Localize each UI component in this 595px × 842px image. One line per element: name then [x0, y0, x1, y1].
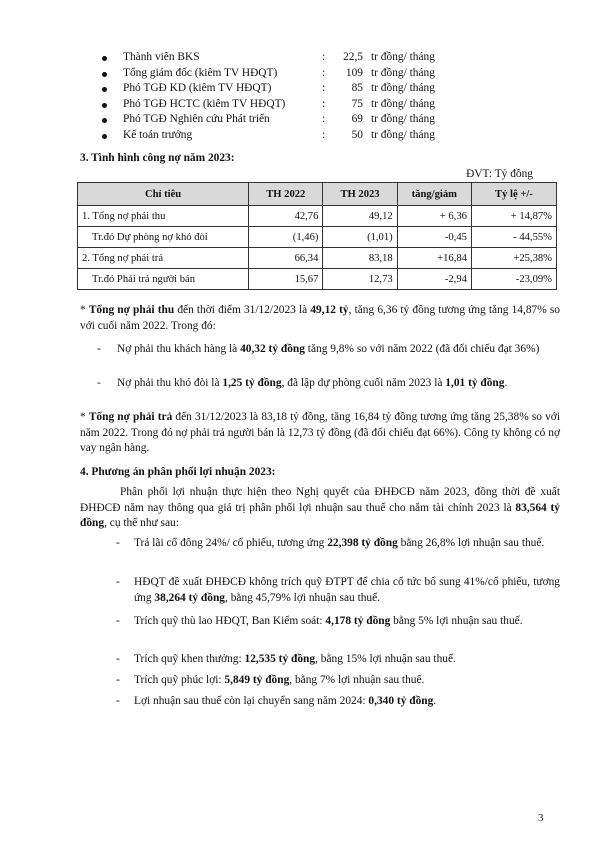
column-header: TH 2023: [323, 183, 397, 206]
debt-table: [77, 182, 557, 290]
table-row: [78, 269, 557, 290]
table-cell: + 14,87%: [471, 206, 556, 227]
list-item: - Trả lãi cổ đông 24%/ cổ phiếu, tương ứng 22,398 tỷ đồng bằng 26,8% lợi nhuận sau thuế.: [116, 537, 545, 549]
table-cell: (1,01): [323, 227, 397, 248]
table-row: [78, 227, 557, 248]
table-cell: -2,94: [397, 269, 471, 290]
list-item: Kế toán trưởng : 50 tr đồng/ tháng: [102, 128, 502, 144]
list-item: - Nợ phải thu khách hàng là 40,32 tỷ đồng tăng 9,8% so với năm 2022 (đã đối chiếu đạt 36%): [97, 343, 540, 355]
table-cell: 12,73: [323, 269, 397, 290]
list-item: - Lợi nhuận sau thuế còn lại chuyển sang năm 2024: 0,340 tỷ đồng.: [116, 695, 437, 707]
receivable-paragraph: * Tổng nợ phải thu đến thời điểm 31/12/2023 là 49,12 tỷ, tăng 6,36 tỷ đồng tương ứng tăng 14,87% so với cuối năm 2022. Trong đó:: [80, 304, 560, 332]
table-cell: +25,38%: [471, 248, 556, 269]
table-cell: - 44,55%: [471, 227, 556, 248]
unit-note: ĐVT: Tỷ đồng: [466, 168, 533, 180]
column-header: Chỉ tiêu: [78, 183, 249, 206]
bullet-icon: [102, 72, 107, 77]
bullet-icon: [102, 134, 107, 139]
column-header: Tỷ lệ +/-: [471, 183, 556, 206]
payable-paragraph: * Tổng nợ phải trả đến 31/12/2023 là 83,18 tỷ đồng, tăng 16,84 tỷ đồng tương ứng tăng 25,38% so với năm 2022. Trong đó nợ phải trả người bán là 12,73 tỷ đồng (đã đối chiếu đạt 66%). Công ty không có nợ vay ngân hàng.: [80, 411, 560, 455]
list-item: - Trích quỹ khen thưởng: 12,535 tỷ đồng, bằng 15% lợi nhuận sau thuế.: [116, 653, 456, 665]
table-row: [78, 206, 557, 227]
list-item: Tổng giám đốc (kiêm TV HĐQT) : 109 tr đồng/ tháng: [102, 66, 502, 82]
bullet-icon: [102, 118, 107, 123]
bullet-icon: [102, 56, 107, 61]
list-item: Phó TGĐ KD (kiêm TV HĐQT) : 85 tr đồng/ tháng: [102, 81, 502, 97]
list-item: Phó TGĐ HCTC (kiêm TV HĐQT) : 75 tr đồng/ tháng: [102, 97, 502, 113]
list-item: - Trích quỹ phúc lợi: 5,849 tỷ đồng, bằng 7% lợi nhuận sau thuế.: [116, 674, 425, 686]
column-header: tăng/giảm: [397, 183, 471, 206]
table-cell: 42,76: [249, 206, 323, 227]
table-cell: + 6,36: [397, 206, 471, 227]
table-cell: -0,45: [397, 227, 471, 248]
table-cell: 2. Tổng nợ phải trả: [78, 248, 249, 269]
table-row: [78, 248, 557, 269]
table-header-row: [78, 183, 557, 206]
bullet-icon: [102, 87, 107, 92]
list-item: Thành viên BKS : 22,5 tr đồng/ tháng: [102, 50, 502, 66]
bullet-icon: [102, 103, 107, 108]
section-4-heading: 4. Phương án phân phối lợi nhuận 2023:: [80, 466, 276, 478]
table-cell: 49,12: [323, 206, 397, 227]
list-item: - Nợ phải thu khó đòi là 1,25 tỷ đồng, đã lập dự phòng cuối năm 2023 là 1,01 tỷ đồng.: [97, 377, 508, 389]
column-header: TH 2022: [249, 183, 323, 206]
distribution-intro: Phân phối lợi nhuận thực hiện theo Nghị quyết của ĐHĐCĐ năm 2023, đồng thời đề xuất ĐHĐCĐ năm nay thông qua giá trị phân phối lợi nhuận sau thuế cho năm tài chính 2023 là 83,564 tỷ đồng, cụ thể như sau:: [80, 486, 560, 530]
list-item: - Trích quỹ thù lao HĐQT, Ban Kiểm soát: 4,178 tỷ đồng bằng 5% lợi nhuận sau thuế.: [116, 615, 523, 627]
table-cell: 15,67: [249, 269, 323, 290]
section-3-heading: 3. Tình hình công nợ năm 2023:: [80, 152, 235, 164]
table-cell: (1,46): [249, 227, 323, 248]
table-cell: +16,84: [397, 248, 471, 269]
table-cell: Tr.đó Phải trả người bán: [78, 269, 249, 290]
table-cell: 66,34: [249, 248, 323, 269]
list-item: Phó TGĐ Nghiên cứu Phát triển : 69 tr đồng/ tháng: [102, 112, 502, 128]
list-item: - HĐQT đề xuất ĐHĐCĐ không trích quỹ ĐTPT để chia cổ tức bổ sung 41%/cổ phiếu, tương ứng 38,264 tỷ đồng, bằng 45,79% lợi nhuận sau thuế.: [116, 576, 560, 604]
table-cell: 83,18: [323, 248, 397, 269]
page-number: 3: [538, 812, 544, 824]
table-cell: Tr.đó Dự phòng nợ khó đòi: [78, 227, 249, 248]
table-cell: 1. Tổng nợ phải thu: [78, 206, 249, 227]
salary-list: [102, 50, 502, 144]
table-cell: -23,09%: [471, 269, 556, 290]
